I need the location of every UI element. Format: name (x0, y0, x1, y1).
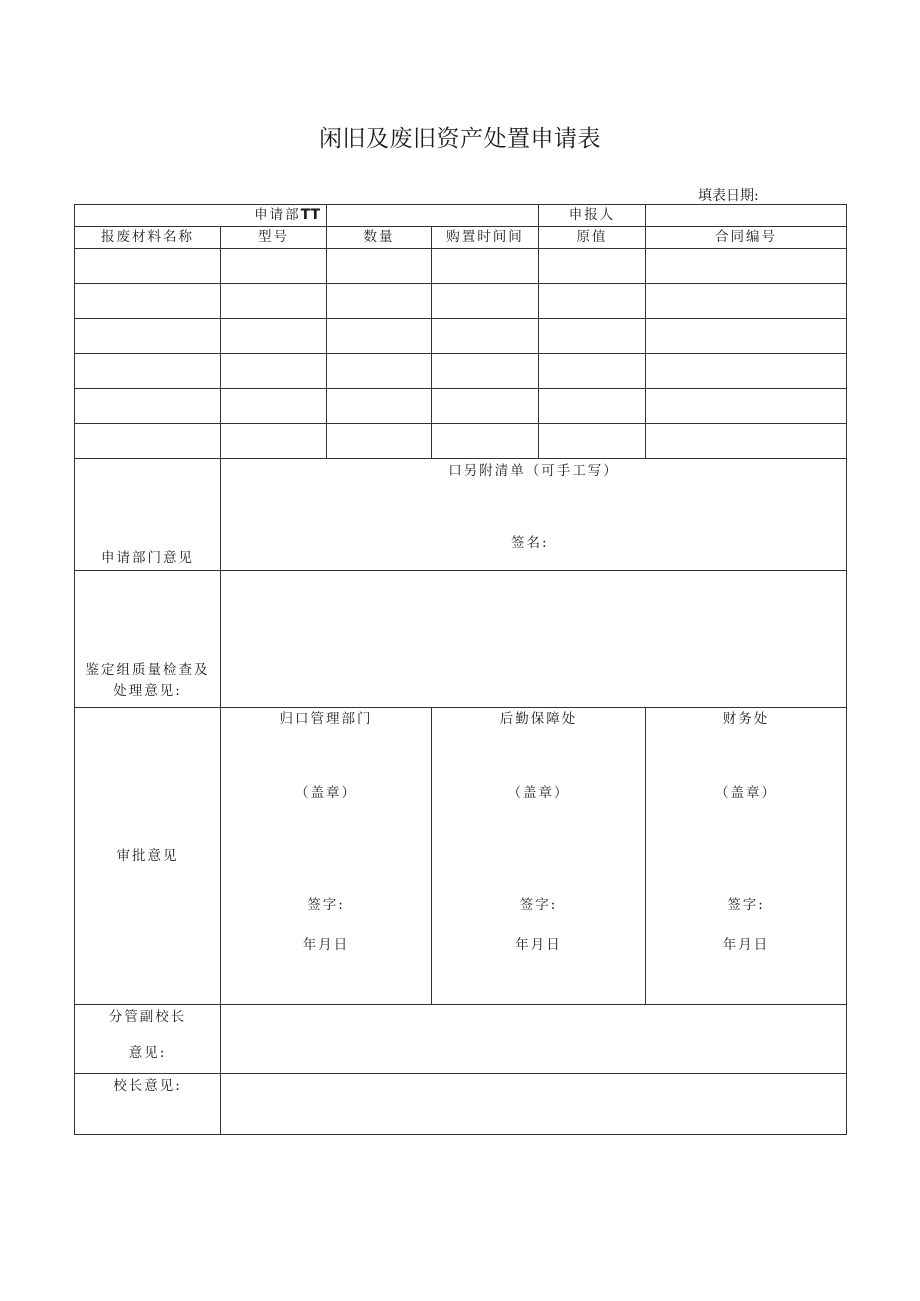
table-cell[interactable] (221, 284, 327, 319)
table-cell[interactable] (327, 249, 432, 284)
table-cell[interactable] (646, 424, 847, 459)
approval-dept-1[interactable] (221, 708, 432, 1005)
apply-dept-label: 申请部 (254, 207, 301, 224)
vice-president-content-cell[interactable] (221, 1005, 847, 1074)
table-cell[interactable] (432, 249, 539, 284)
table-cell[interactable] (432, 354, 539, 389)
apply-info-row (75, 205, 847, 227)
reporter-value-cell[interactable] (646, 205, 847, 227)
col-header-material-name: 报废材料名称 (75, 227, 221, 249)
president-row (75, 1074, 847, 1135)
table-row (75, 319, 847, 354)
approval-dept-name: 后勤保障处 (499, 711, 578, 727)
table-cell[interactable] (75, 354, 221, 389)
apply-dept-value-cell[interactable] (327, 205, 539, 227)
table-cell[interactable] (432, 424, 539, 459)
table-cell[interactable] (75, 319, 221, 354)
vice-president-opinion-label: 意见: (128, 1045, 167, 1061)
apply-opinion-label: 申请部门意见 (101, 549, 194, 566)
vice-president-label-cell (75, 1005, 221, 1074)
table-cell[interactable] (539, 319, 646, 354)
table-cell[interactable] (646, 354, 847, 389)
table-cell[interactable] (221, 389, 327, 424)
quality-opinion-label: 鉴定组质量检查及处理意见: (85, 661, 210, 700)
col-header-contract-no: 合同编号 (646, 227, 847, 249)
col-header-model: 型号 (221, 227, 327, 249)
approval-dept-3[interactable] (646, 708, 847, 1005)
quality-opinion-content-cell[interactable] (221, 571, 847, 708)
table-cell[interactable] (221, 249, 327, 284)
president-label-cell (75, 1074, 221, 1135)
apply-dept-mark: TT (300, 207, 321, 224)
approval-stamp: （盖章） (295, 785, 357, 801)
table-row (75, 354, 847, 389)
approval-date: 年月日 (302, 937, 350, 953)
table-cell[interactable] (539, 284, 646, 319)
table-cell[interactable] (75, 424, 221, 459)
approval-sign: 签字: (307, 897, 345, 913)
approval-label: 审批意见 (75, 708, 221, 1005)
vice-president-label: 分管副校长 (108, 1009, 187, 1025)
reporter-label: 申报人 (539, 205, 646, 227)
table-cell[interactable] (646, 284, 847, 319)
table-row (75, 249, 847, 284)
attach-list-note: 口另附清单（可手工写） (448, 463, 619, 479)
table-row (75, 424, 847, 459)
table-cell[interactable] (432, 284, 539, 319)
vice-president-row (75, 1005, 847, 1074)
table-cell[interactable] (221, 354, 327, 389)
approval-dept-2[interactable] (432, 708, 646, 1005)
table-cell[interactable] (327, 354, 432, 389)
table-cell[interactable] (539, 389, 646, 424)
approval-sign: 签字: (727, 897, 765, 913)
table-cell[interactable] (539, 424, 646, 459)
table-cell[interactable] (432, 319, 539, 354)
approval-dept-name: 财务处 (722, 711, 770, 727)
quality-opinion-row (75, 571, 847, 708)
table-cell[interactable] (221, 319, 327, 354)
table-row (75, 389, 847, 424)
quality-opinion-label-cell (75, 571, 221, 708)
table-row (75, 284, 847, 319)
approval-sign: 签字: (519, 897, 558, 913)
table-cell[interactable] (221, 424, 327, 459)
table-cell[interactable] (75, 284, 221, 319)
table-cell[interactable] (432, 389, 539, 424)
fill-date-label: 填表日期: (698, 188, 759, 204)
application-form-table (74, 204, 847, 1135)
apply-opinion-row (75, 459, 847, 571)
table-cell[interactable] (539, 249, 646, 284)
table-cell[interactable] (75, 389, 221, 424)
column-header-row (75, 227, 847, 249)
apply-sign-label: 签名: (511, 535, 549, 551)
approval-stamp: （盖章） (715, 785, 778, 801)
table-cell[interactable] (75, 249, 221, 284)
apply-opinion-label-cell (75, 459, 221, 571)
table-cell[interactable] (327, 424, 432, 459)
table-cell[interactable] (327, 284, 432, 319)
president-label: 校长意见: (113, 1078, 182, 1094)
table-cell[interactable] (646, 249, 847, 284)
col-header-purchase-time: 购置时间间 (432, 227, 539, 249)
table-cell[interactable] (646, 389, 847, 424)
item-rows (75, 249, 847, 459)
col-header-original-value: 原值 (539, 227, 646, 249)
approval-date: 年月日 (515, 937, 562, 953)
approval-dept-name: 归口管理部门 (279, 711, 373, 727)
table-cell[interactable] (327, 389, 432, 424)
apply-dept-label-cell (75, 205, 327, 227)
table-cell[interactable] (646, 319, 847, 354)
col-header-quantity: 数量 (327, 227, 432, 249)
approval-stamp: （盖章） (507, 785, 570, 801)
apply-opinion-content-cell[interactable] (221, 459, 847, 571)
approval-row (75, 708, 847, 1005)
approval-date: 年月日 (722, 937, 770, 953)
page-title: 闲旧及废旧资产处置申请表 (319, 126, 601, 152)
president-content-cell[interactable] (221, 1074, 847, 1135)
table-cell[interactable] (327, 319, 432, 354)
table-cell[interactable] (539, 354, 646, 389)
